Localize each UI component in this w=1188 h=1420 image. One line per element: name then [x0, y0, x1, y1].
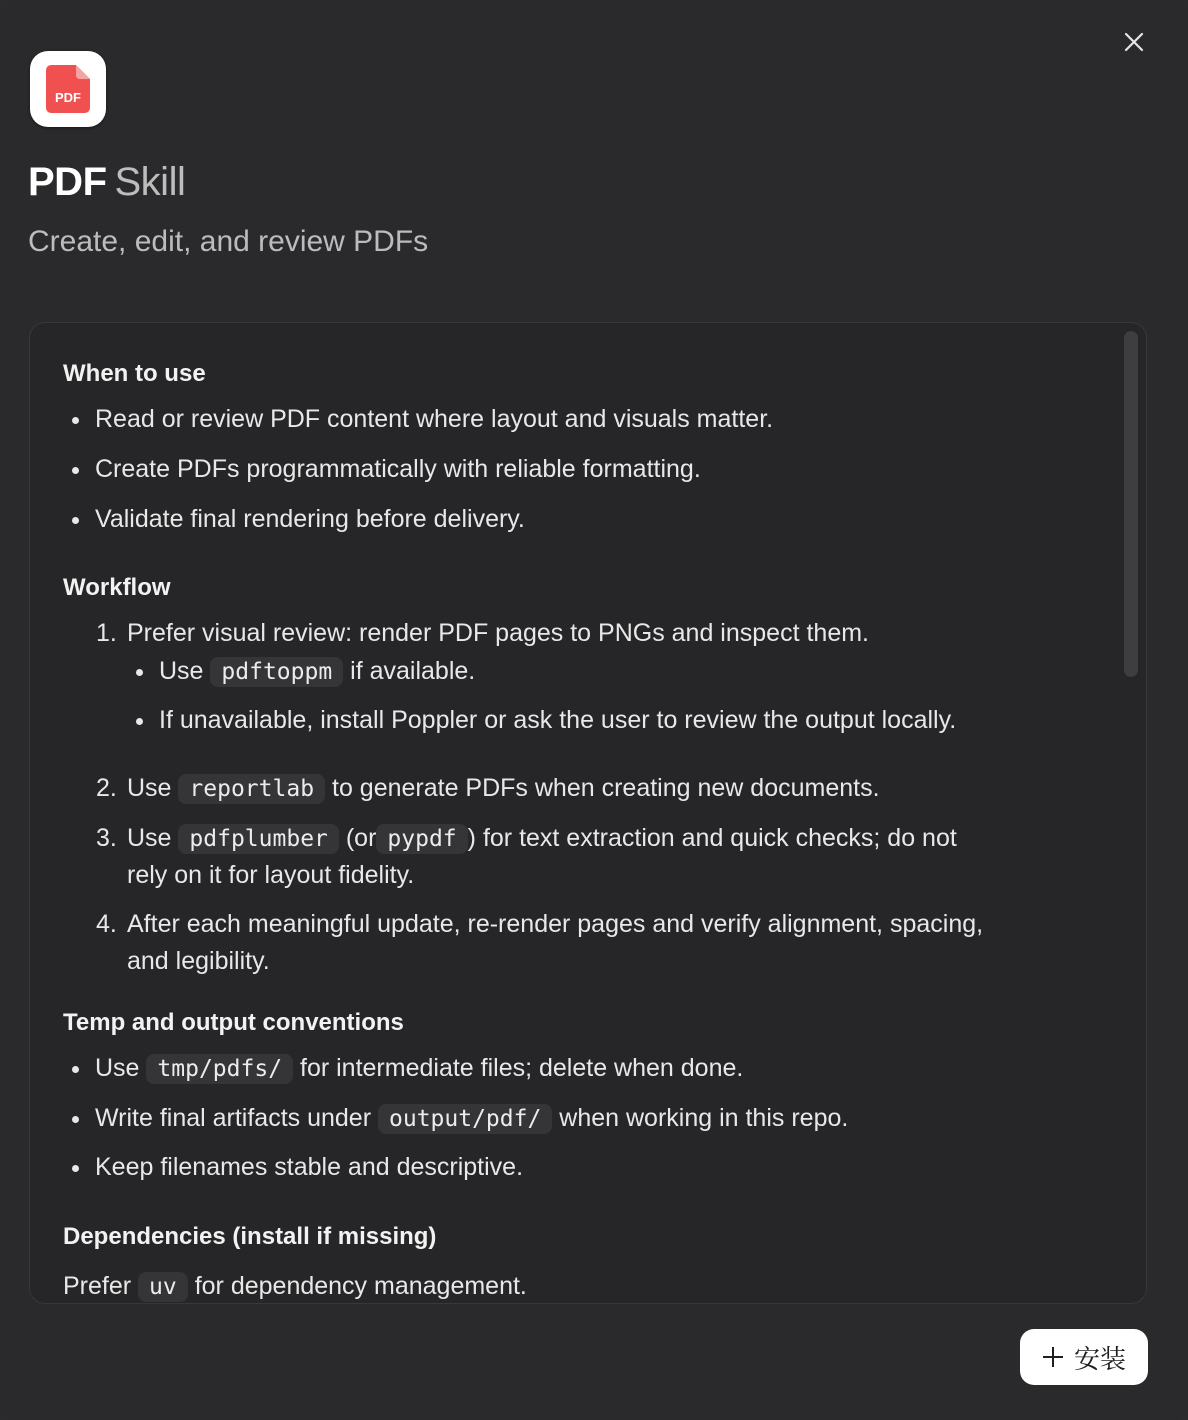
text: Use	[95, 1054, 140, 1082]
list-item: Create PDFs programmatically with reliable formatting.	[95, 451, 701, 488]
list-item: Keep filenames stable and descriptive.	[95, 1149, 523, 1186]
text: Use	[127, 824, 172, 852]
code-output-pdf: output/pdf/	[378, 1104, 552, 1134]
text: ) for text extraction and quick checks; do not	[467, 824, 957, 852]
list-item	[95, 1050, 743, 1088]
workflow-step-3	[96, 820, 957, 858]
list-item	[95, 1100, 848, 1138]
title-name: PDF	[28, 160, 107, 204]
section-heading-when-to-use: When to use	[63, 360, 206, 387]
text: if available.	[350, 657, 476, 685]
step-number: 1.	[96, 619, 117, 647]
text: for intermediate files; delete when done.	[300, 1054, 744, 1082]
list-item: Read or review PDF content where layout and visuals matter.	[95, 401, 773, 438]
section-heading-dependencies: Dependencies (install if missing)	[63, 1223, 437, 1250]
scrollbar-thumb[interactable]	[1124, 331, 1138, 677]
install-button[interactable]	[1020, 1329, 1148, 1385]
skill-description-panel[interactable]	[29, 322, 1147, 1304]
page-title	[28, 158, 185, 206]
text: (or	[345, 824, 377, 852]
code-pdfplumber: pdfplumber	[178, 824, 338, 854]
workflow-step-4	[96, 906, 984, 943]
workflow-substep: If unavailable, install Poppler or ask the user to review the output locally.	[159, 702, 956, 739]
text: for dependency management.	[194, 1272, 527, 1300]
dependencies-line	[63, 1268, 527, 1304]
svg-text:PDF: PDF	[55, 90, 81, 105]
step-number: 2.	[96, 774, 117, 802]
title-type: Skill	[114, 160, 186, 204]
step-number: 3.	[96, 824, 117, 852]
code-uv: uv	[138, 1272, 188, 1302]
workflow-step-1	[96, 615, 869, 652]
text: Use	[127, 774, 172, 802]
section-heading-workflow: Workflow	[63, 574, 171, 601]
code-pypdf: pypdf	[376, 824, 467, 854]
text: Use	[159, 657, 204, 685]
pdf-file-icon	[44, 63, 92, 115]
workflow-step-3-cont: rely on it for layout fidelity.	[127, 861, 415, 889]
workflow-step-4-cont: and legibility.	[127, 947, 270, 975]
page-subtitle: Create, edit, and review PDFs	[28, 225, 429, 258]
list-item: Validate final rendering before delivery.	[95, 501, 525, 538]
code-tmp-pdfs: tmp/pdfs/	[146, 1054, 293, 1084]
close-icon	[1123, 31, 1145, 53]
step-text: Prefer visual review: render PDF pages to PNGs and inspect them.	[127, 619, 869, 647]
code-pdftoppm: pdftoppm	[210, 657, 343, 687]
text: to generate PDFs when creating new documents.	[332, 774, 880, 802]
text: Write final artifacts under	[95, 1104, 372, 1132]
close-button[interactable]	[1116, 24, 1152, 60]
workflow-step-2	[96, 770, 880, 808]
code-reportlab: reportlab	[178, 774, 325, 804]
step-text: After each meaningful update, re-render pages and verify alignment, spacing,	[127, 910, 984, 938]
text: when working in this repo.	[559, 1104, 849, 1132]
section-heading-temp-output: Temp and output conventions	[63, 1009, 404, 1036]
text: Prefer	[63, 1272, 132, 1300]
step-number: 4.	[96, 910, 117, 938]
workflow-substep	[159, 653, 475, 691]
app-icon	[30, 51, 106, 127]
plus-icon	[1042, 1346, 1064, 1368]
install-label: 安装	[1073, 1344, 1126, 1375]
